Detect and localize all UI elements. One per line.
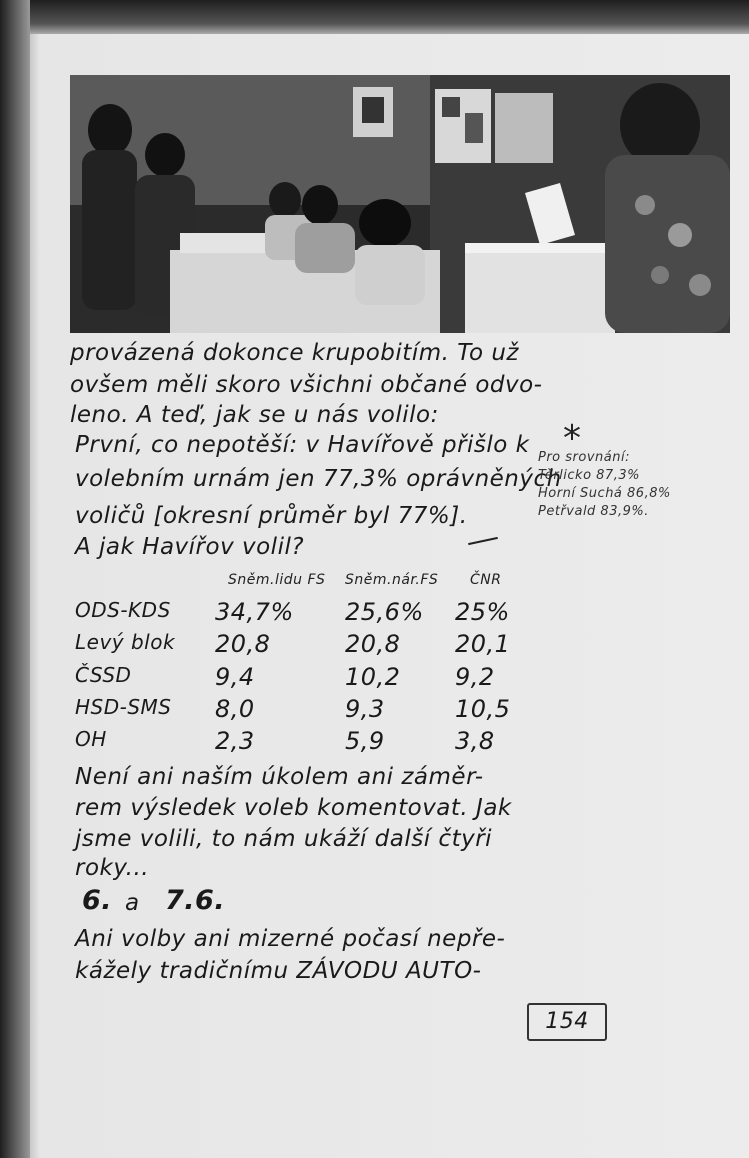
final-line-1: Ani volby ani mizerné počasí nepře-	[75, 926, 506, 952]
party-name: HSD-SMS	[75, 695, 172, 719]
value-snem-lidu: 8,0	[215, 695, 255, 723]
ballot-photo-icon	[70, 75, 730, 333]
value-cnr: 3,8	[455, 727, 495, 755]
value-cnr: 9,2	[455, 663, 495, 691]
text-line-4: První, co nepotěší: v Havířově přišlo k	[75, 432, 530, 458]
text-line-5: volebním urnám jen 77,3% oprávněných	[75, 466, 562, 492]
date-heading-day1: 6.	[82, 885, 113, 916]
value-snem-lidu: 34,7%	[215, 598, 294, 626]
scan-top-edge	[0, 0, 749, 34]
value-cnr: 20,1	[455, 630, 511, 658]
text-line-2: ovšem měli skoro všichni občané odvo-	[70, 372, 543, 398]
text-line-1: provázená dokonce krupobitím. To už	[70, 340, 519, 366]
party-name: Levý blok	[75, 630, 176, 654]
table-row	[75, 663, 535, 693]
side-note-line-3: Horní Suchá 86,8%	[538, 486, 671, 501]
asterisk-icon: *	[563, 418, 581, 459]
side-note-line-2: Těrlicko 87,3%	[538, 468, 640, 483]
closing-line-2: rem výsledek voleb komentovat. Jak	[75, 795, 512, 821]
value-snem-nar: 5,9	[345, 727, 385, 755]
value-cnr: 25%	[455, 598, 510, 626]
header-snem-nar: Sněm.nár.FS	[345, 572, 439, 588]
book-gutter	[0, 0, 30, 1158]
value-snem-lidu: 9,4	[215, 663, 255, 691]
value-cnr: 10,5	[455, 695, 511, 723]
value-snem-nar: 9,3	[345, 695, 385, 723]
closing-line-4: roky...	[75, 855, 150, 881]
party-name: ČSSD	[75, 663, 132, 687]
final-line-2: kážely tradičnímu ZÁVODU AUTO-	[75, 958, 482, 984]
header-snem-lidu: Sněm.lidu FS	[228, 572, 326, 588]
value-snem-nar: 10,2	[345, 663, 401, 691]
date-heading-conjunction: a	[125, 890, 140, 916]
party-name: ODS-KDS	[75, 598, 171, 622]
party-name: OH	[75, 727, 107, 751]
closing-line-3: jsme volili, to nám ukáží další čtyři	[75, 826, 493, 852]
header-cnr: ČNR	[470, 572, 502, 588]
table-row	[75, 695, 535, 725]
page-number: 154	[527, 1003, 607, 1041]
closing-line-1: Není ani naším úkolem ani záměr-	[75, 764, 484, 790]
side-note-line-1: Pro srovnání:	[538, 450, 630, 465]
text-line-6: voličů [okresní průměr byl 77%].	[75, 503, 468, 529]
side-note-line-4: Petřvald 83,9%.	[538, 504, 649, 519]
value-snem-nar: 25,6%	[345, 598, 424, 626]
bracket-mark	[468, 537, 498, 545]
table-row	[75, 598, 535, 628]
table-row	[75, 630, 535, 660]
text-line-7: A jak Havířov volil?	[75, 534, 305, 560]
value-snem-lidu: 2,3	[215, 727, 255, 755]
value-snem-nar: 20,8	[345, 630, 401, 658]
text-line-3: leno. A teď, jak se u nás volilo:	[70, 402, 439, 428]
date-heading-day2: 7.6.	[165, 885, 226, 916]
table-row	[75, 727, 535, 757]
value-snem-lidu: 20,8	[215, 630, 271, 658]
polling-station-photo	[70, 75, 730, 333]
